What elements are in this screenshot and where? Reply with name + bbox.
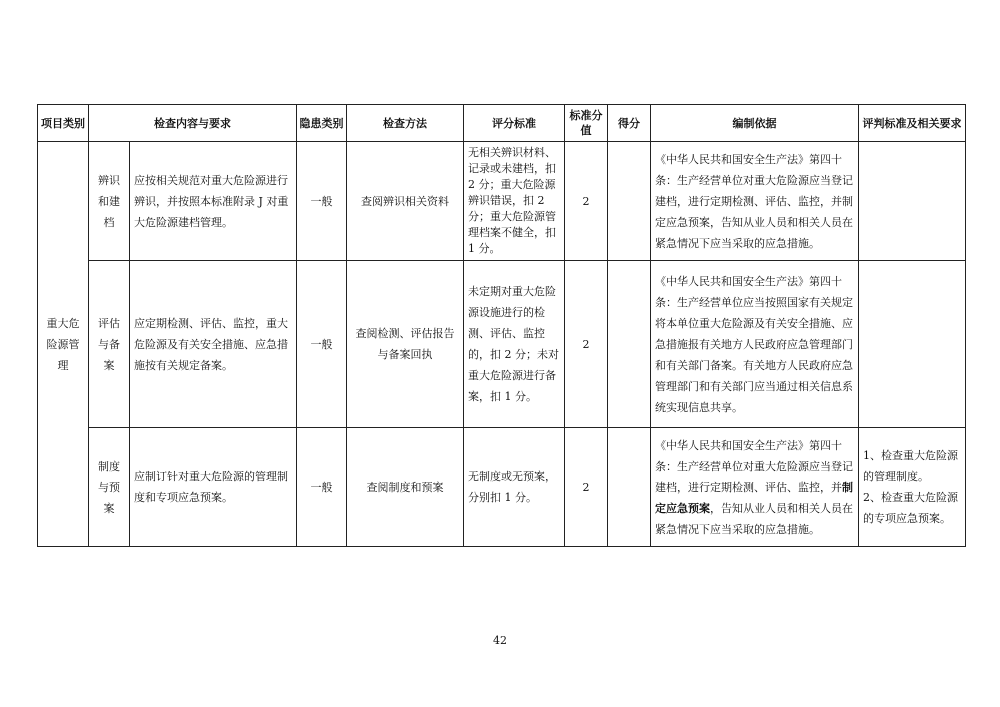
method-cell: 查阅检测、评估报告与备案回执 [347,261,464,428]
content-cell: 应按相关规范对重大危险源进行辨识，并按照本标准附录 J 对重大危险源建档管理。 [130,142,297,261]
subcategory-cell: 制度与预案 [89,428,130,547]
hazard-cell: 一般 [297,428,347,547]
header-basis: 编制依据 [651,105,859,142]
points-cell: 2 [565,142,608,261]
score-cell [608,142,651,261]
table-row [38,261,966,428]
method-cell: 查阅制度和预案 [347,428,464,547]
table-row [38,142,966,261]
basis-text: 《中华人民共和国安全生产法》第四十条：生产经营单位应当按照国家有关规定将本单位重大危险源及有关安全措施、应急措施报有关地方人民政府应急管理部门和有关部门备案。有关地方人民政府应急管理部门和有关部门应当通过相关信息系统实现信息共享。 [655,274,853,414]
header-category: 项目类别 [38,105,89,142]
basis-text: 《中华人民共和国安全生产法》第四十条：生产经营单位对重大危险源应当登记建档，进行定期检测、评估、监控，并制定应急预案，告知从业人员和相关人员在紧急情况下应当采取的应急措施。 [655,152,853,250]
criteria-cell [859,142,966,261]
criteria-cell [859,261,966,428]
content-cell: 应定期检测、评估、监控，重大危险源及有关安全措施、应急措施按有关规定备案。 [130,261,297,428]
scoring-cell: 无制度或无预案，分别扣 1 分。 [464,428,565,547]
header-content: 检查内容与要求 [89,105,297,142]
header-method: 检查方法 [347,105,464,142]
subcategory-cell: 评估与备案 [89,261,130,428]
basis-cell [651,261,859,428]
header-score: 得分 [608,105,651,142]
hazard-cell: 一般 [297,142,347,261]
table-row [38,428,966,547]
header-scoring: 评分标准 [464,105,565,142]
inspection-table [37,104,966,547]
criteria-cell: 1、检查重大危险源的管理制度。 2、检查重大危险源的专项应急预案。 [859,428,966,547]
header-criteria: 评判标准及相关要求 [859,105,966,142]
hazard-cell: 一般 [297,261,347,428]
scoring-cell: 无相关辨识材料、记录或未建档，扣 2 分；重大危险源辨识错误，扣 2 分；重大危险源管理档案不健全，扣 1 分。 [464,142,565,261]
header-hazard: 隐患类别 [297,105,347,142]
score-cell [608,428,651,547]
score-cell [608,261,651,428]
header-row [38,105,966,142]
subcategory-cell: 辨识和建档 [89,142,130,261]
category-cell: 重大危险源管理 [38,142,89,547]
header-points: 标准分值 [565,105,608,142]
basis-text-post: ，告知从业人员和相关人员在紧急情况下应当采取的应急措施。 [655,501,853,536]
points-cell: 2 [565,428,608,547]
basis-cell [651,428,859,547]
points-cell: 2 [565,261,608,428]
method-cell: 查阅辨识相关资料 [347,142,464,261]
basis-cell [651,142,859,261]
scoring-cell: 未定期对重大危险源设施进行的检测、评估、监控的，扣 2 分；未对重大危险源进行备案，扣 1 分。 [464,261,565,428]
content-cell: 应制订针对重大危险源的管理制度和专项应急预案。 [130,428,297,547]
page-number: 42 [493,634,507,647]
basis-text: 《中华人民共和国安全生产法》第四十条：生产经营单位对重大危险源应当登记建档，进行定期检测、评估、监控，并 [655,438,853,494]
basis-bold: 制定应急预案 [655,480,853,515]
